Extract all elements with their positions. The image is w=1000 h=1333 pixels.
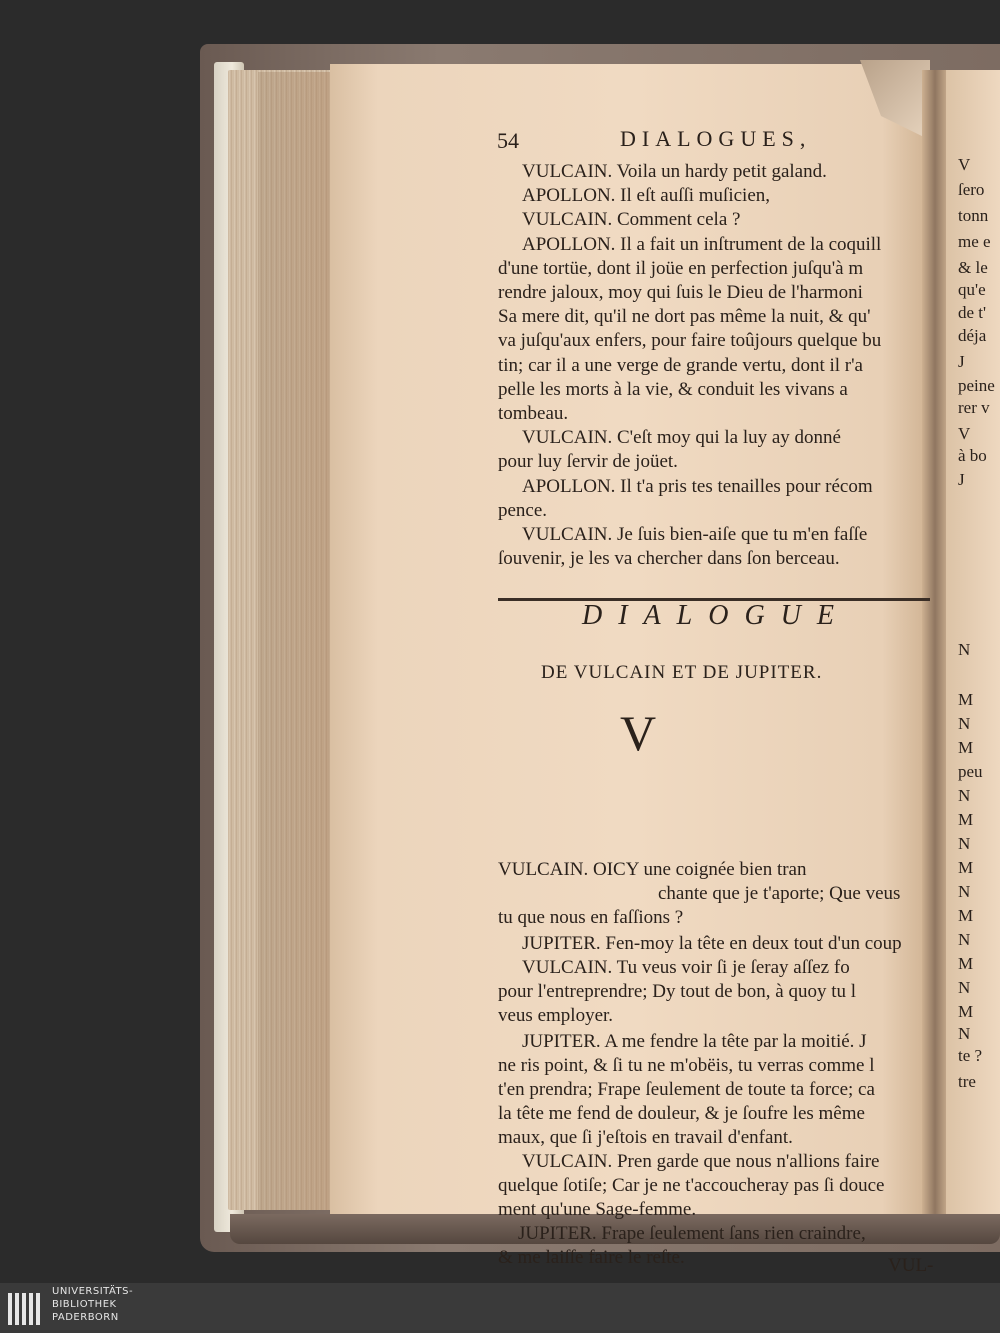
library-name-line3: PADERBORN: [52, 1312, 119, 1323]
right-page-fragment: N: [958, 1024, 971, 1043]
library-name-line1: UNIVERSITÄTS-: [52, 1286, 134, 1297]
library-banner: [0, 1283, 1000, 1333]
book-gutter: [922, 70, 948, 1220]
text-line: JUPITER. Fen-moy la tête en deux tout d'un coup: [522, 933, 902, 954]
page-edges-shade: [258, 72, 338, 1210]
text-line: ſouvenir, je les va chercher dans ſon berceau.: [498, 548, 840, 570]
right-page-fragment: de t': [958, 303, 987, 322]
page-number: 54: [497, 128, 519, 153]
right-page-fragment: peine: [958, 376, 995, 395]
text-line: va juſqu'aux enfers, pour faire toûjours quelque bu: [498, 330, 882, 352]
text-line: t'en prendra; Frape ſeulement de toute ta force; ca: [498, 1079, 875, 1100]
text-line: JUPITER. A me fendre la tête par la moitié. J: [522, 1031, 867, 1052]
right-page-fragment: me e: [958, 232, 991, 251]
right-page-fragment: peu: [958, 762, 983, 781]
right-page-fragment: rer v: [958, 398, 990, 417]
text-line: pelle les morts à la vie, & conduit les vivans a: [498, 378, 848, 400]
drop-cap: V: [620, 705, 657, 761]
text-line: VULCAIN. Comment cela ?: [522, 209, 741, 231]
right-page-fragment: M: [958, 690, 974, 709]
right-page-fragment: V: [958, 155, 971, 174]
text-line: VULCAIN. Voila un hardy petit galand.: [522, 161, 827, 182]
right-page-fragment: M: [958, 858, 974, 877]
right-page-fragment: à bo: [958, 446, 987, 465]
right-page-fragment: V: [958, 424, 971, 443]
text-line: veus employer.: [498, 1005, 614, 1026]
dialogue-title: DIALOGUE: [582, 600, 850, 631]
library-logo-icon: [6, 1289, 44, 1329]
right-page-fragment: M: [958, 954, 974, 973]
text-line: rendre jaloux, moy qui ſuis le Dieu de l'harmoni: [498, 282, 863, 303]
right-page-fragment: N: [958, 930, 971, 949]
text-line: Sa mere dit, qu'il ne dort pas même la nuit, & qu': [498, 306, 871, 328]
text-line: VULCAIN. Tu veus voir ſi je ſeray aſſez fo: [522, 957, 850, 978]
text-line: chante que je t'aporte; Que veus: [658, 883, 901, 904]
text-line: JUPITER. Frape ſeulement ſans rien craindre,: [518, 1223, 866, 1244]
catchword: VUL-: [888, 1255, 934, 1276]
right-page-fragment: déja: [958, 326, 987, 345]
right-page-fragment: N: [958, 786, 971, 805]
text-line: VULCAIN. Pren garde que nous n'allions faire: [522, 1151, 880, 1172]
text-line: la tête me fend de douleur, & je ſoufre les même: [498, 1103, 865, 1124]
right-page-fragment: ſero: [958, 180, 985, 199]
right-page-fragment: J: [958, 470, 965, 489]
text-line: pour l'entreprendre; Dy tout de bon, à quoy tu l: [498, 981, 857, 1002]
text-line: APOLLON. Il a fait un inſtrument de la coquill: [522, 233, 882, 255]
text-line: VULCAIN. C'eſt moy qui la luy ay donné: [522, 427, 841, 449]
text-line: quelque ſotiſe; Car je ne t'accoucheray pas ſi douce: [498, 1175, 885, 1196]
text-line: pence.: [498, 499, 548, 521]
right-page-fragment: N: [958, 834, 971, 853]
text-line: tu que nous en faſſions ?: [498, 907, 684, 928]
text-line: d'une tortüe, dont il joüe en perfection juſqu'à m: [498, 257, 864, 279]
right-page-fragment: J: [958, 352, 965, 371]
text-line: APOLLON. Il eſt auſſi muſicien,: [522, 185, 771, 207]
right-page-fragment: tonn: [958, 206, 989, 225]
library-name-line2: BIBLIOTHEK: [52, 1299, 117, 1310]
right-page-fragment: M: [958, 810, 974, 829]
right-page-fragment: N: [958, 978, 971, 997]
right-page-fragment: M: [958, 738, 974, 757]
text-line: & me laiſſe faire le reſte.: [498, 1247, 685, 1268]
right-page-fragment: & le: [958, 258, 988, 277]
right-page-fragment: M: [958, 906, 974, 925]
text-line: tombeau.: [498, 403, 569, 424]
dialogue-subtitle: DE VULCAIN ET DE JUPITER.: [541, 662, 823, 683]
right-page-fragment: qu'e: [958, 280, 986, 299]
text-line: tin; car il a une verge de grande vertu, dont il r'a: [498, 354, 863, 376]
text-line: ne ris point, & ſi tu ne m'obëis, tu verras comme l: [498, 1055, 875, 1076]
right-page-fragment: N: [958, 640, 971, 659]
library-name: [52, 1285, 133, 1324]
right-page-fragment: N: [958, 714, 971, 733]
right-page-fragment: M: [958, 1002, 974, 1021]
text-line: ment qu'une Sage-femme.: [498, 1199, 697, 1220]
text-line: VULCAIN. OICY une coignée bien tran: [498, 859, 807, 880]
right-page-fragment: te ?: [958, 1046, 983, 1065]
running-head: DIALOGUES,: [620, 126, 812, 151]
text-line: maux, que ſi j'eſtois en travail d'enfant.: [498, 1127, 793, 1148]
text-line: pour luy ſervir de joüet.: [498, 451, 678, 473]
text-line: VULCAIN. Je ſuis bien-aiſe que tu m'en faſſe: [522, 524, 868, 545]
right-page-fragment: tre: [958, 1072, 976, 1091]
text-line: APOLLON. Il t'a pris tes tenailles pour récom: [522, 475, 873, 497]
right-page-fragment: N: [958, 882, 971, 901]
